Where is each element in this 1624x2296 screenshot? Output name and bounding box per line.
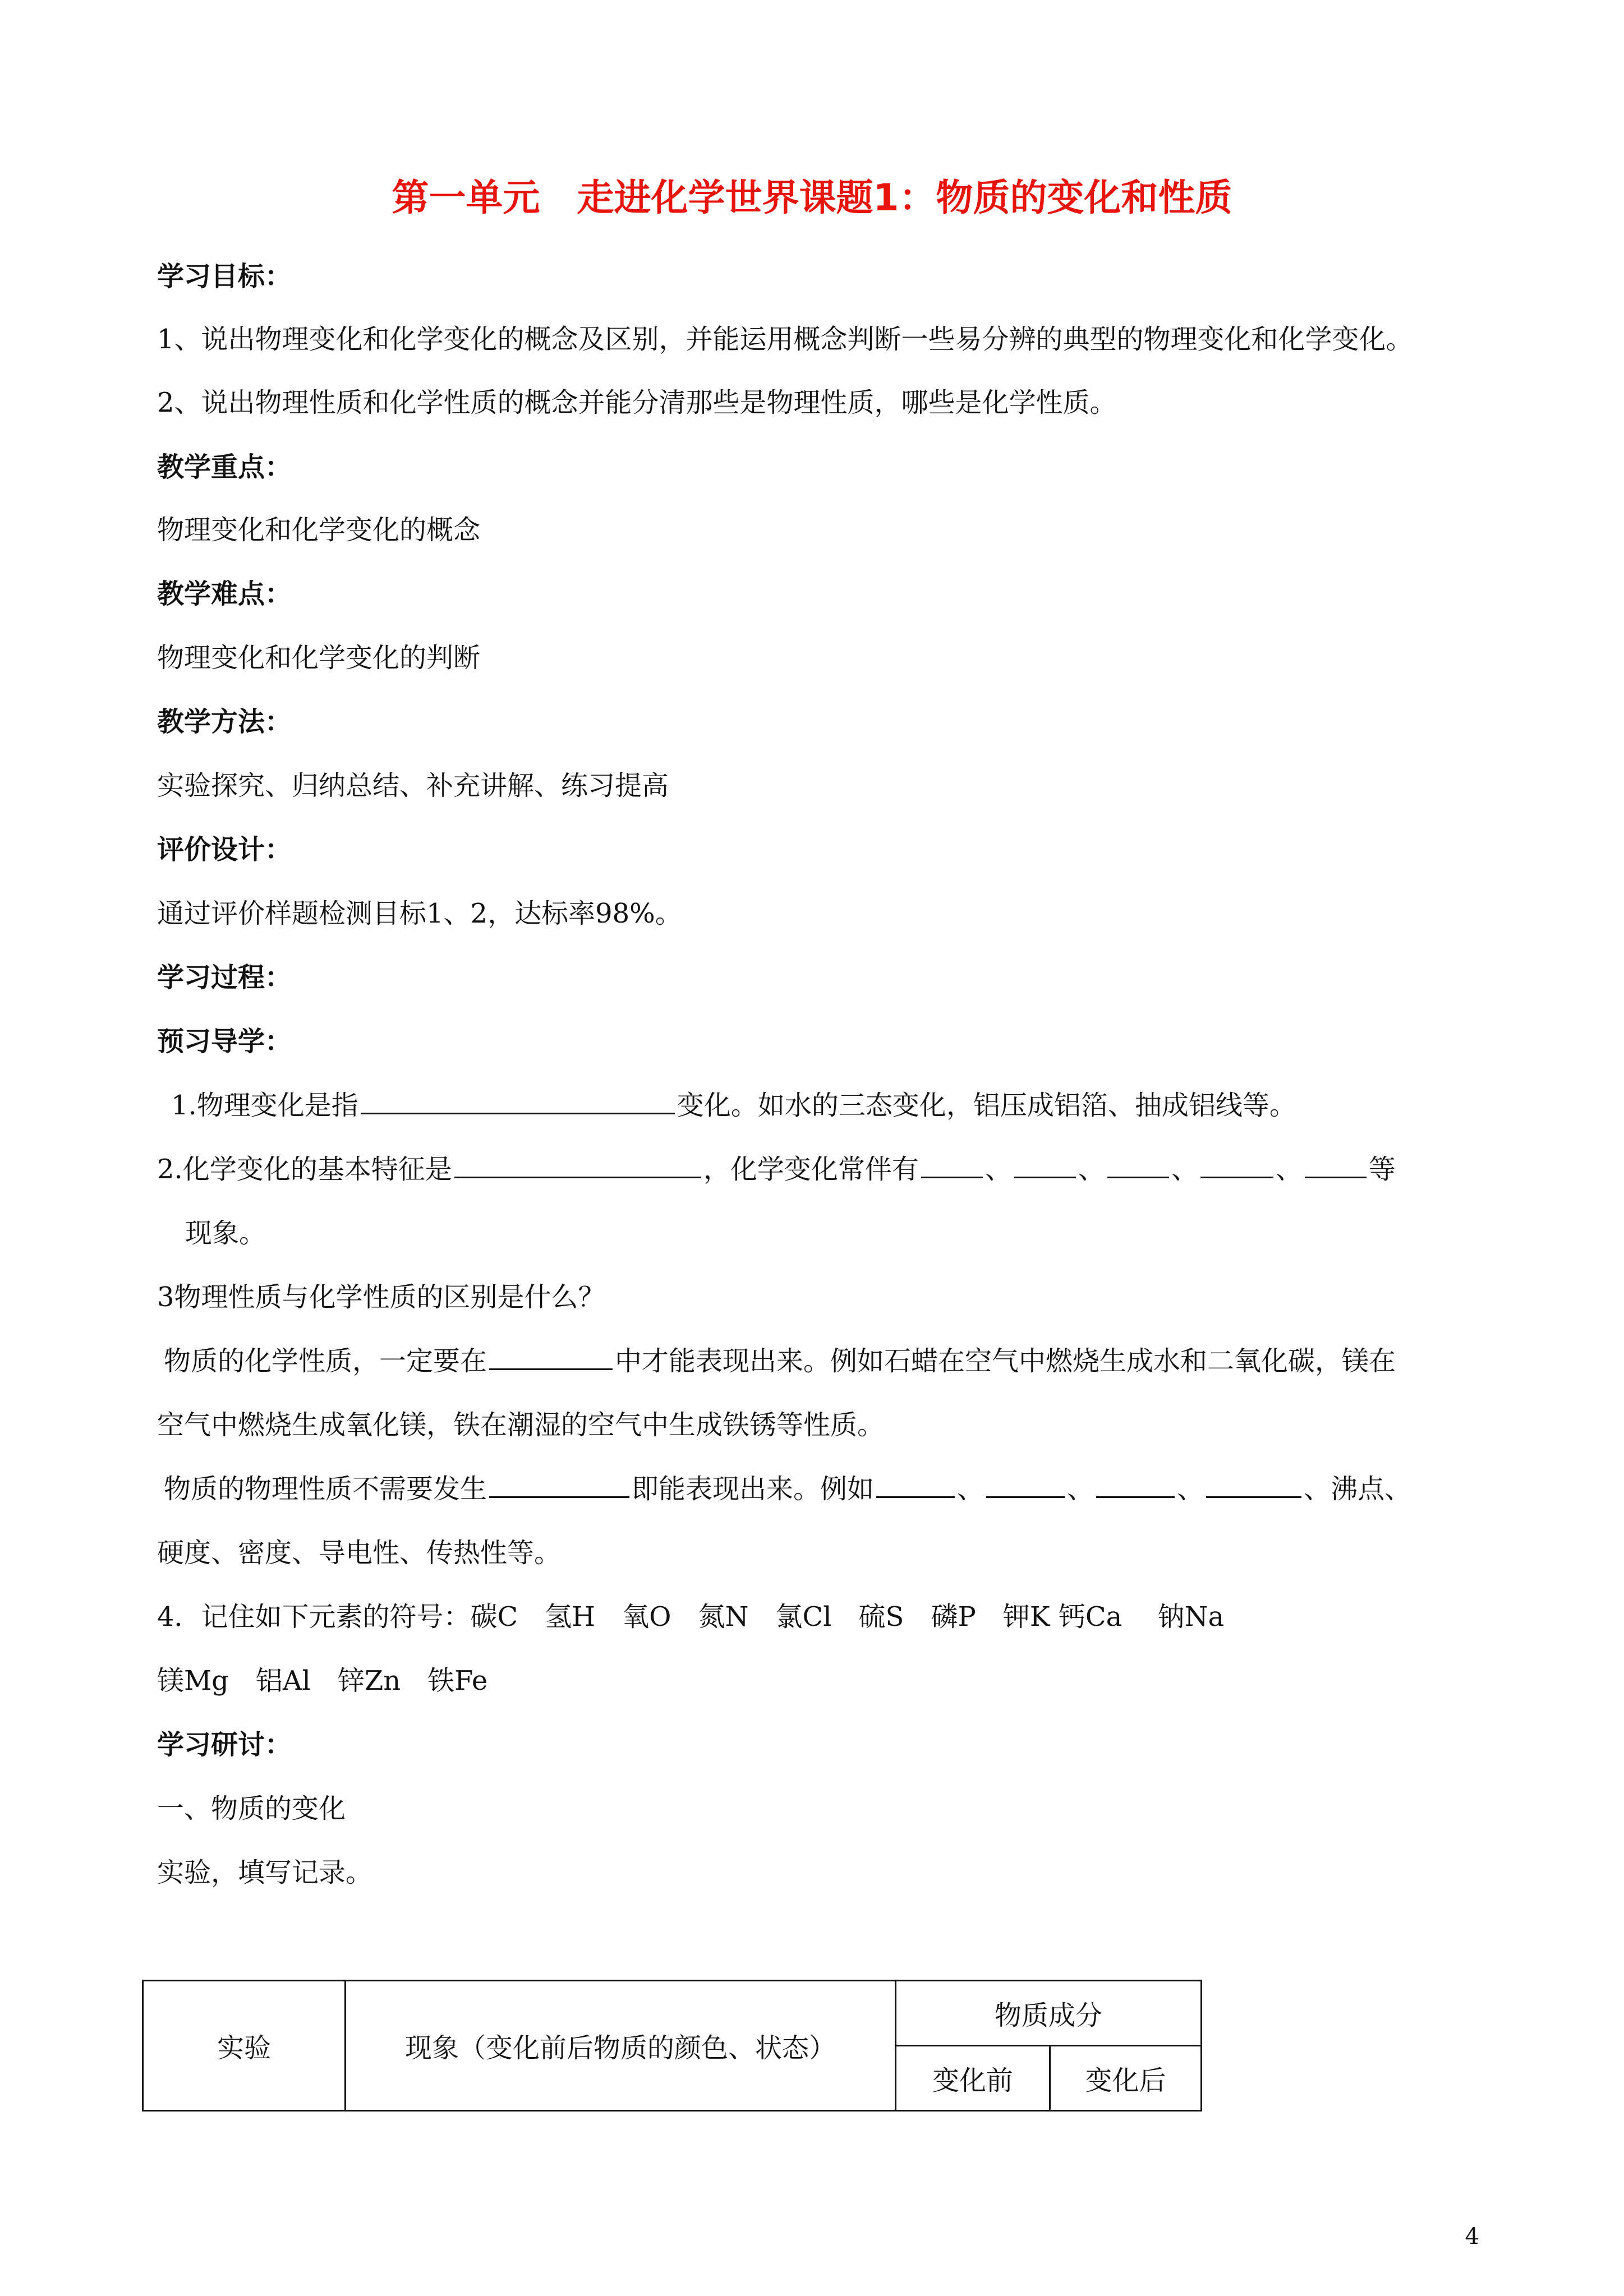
key-point-heading: 教学重点：	[157, 451, 292, 483]
element-symbols-line1: 4．记住如下元素的符号：碳C 氢H 氧O 氮N 氯Cl 硫S 磷P 钾K 钙Ca 钠Na	[157, 1601, 1225, 1633]
phys-blank-2[interactable]	[986, 1472, 1065, 1498]
chemical-property-line2: 空气中燃烧生成氧化镁，铁在潮湿的空气中生成铁锈等性质。	[157, 1409, 885, 1441]
q2-separator: 、	[984, 1154, 1012, 1185]
chem-blank[interactable]	[489, 1344, 613, 1370]
process-heading: 学习过程：	[157, 962, 292, 993]
q2-blank-1[interactable]	[921, 1152, 983, 1178]
preview-question-2-line2: 现象。	[185, 1218, 266, 1249]
q2-separator: 、	[1171, 1154, 1198, 1185]
preview-question-3: 3物理性质与化学性质的区别是什么？	[157, 1281, 605, 1313]
q2-blank-feature[interactable]	[454, 1152, 701, 1178]
phys-blank-3[interactable]	[1096, 1472, 1175, 1498]
q2-blank-2[interactable]	[1014, 1152, 1076, 1178]
method-text: 实验探究、归纳总结、补充讲解、练习提高	[157, 770, 669, 801]
q1-prefix: 1.物理变化是指	[171, 1090, 358, 1121]
goal-item-1: 1、说出物理变化和化学变化的概念及区别，并能运用概念判断一些易分辨的典型的物理变化和化学变化。	[157, 324, 1413, 355]
preview-question-2	[157, 1151, 1489, 1188]
phys-blank-change[interactable]	[489, 1472, 629, 1498]
q2-blank-4[interactable]	[1200, 1152, 1273, 1178]
discussion-heading: 学习研讨：	[157, 1729, 292, 1760]
q1-blank[interactable]	[361, 1088, 675, 1114]
goals-heading: 学习目标：	[157, 261, 292, 292]
physical-property-line2: 硬度、密度、导电性、传热性等。	[157, 1537, 562, 1569]
page-number: 4	[1465, 2224, 1479, 2249]
goal-item-2: 2、说出物理性质和化学性质的概念并能分清那些是物理性质，哪些是化学性质。	[157, 387, 1117, 418]
header-composition: 物质成分	[896, 1981, 1202, 2046]
discussion-section: 一、物质的变化	[157, 1793, 346, 1824]
phys-blank-4[interactable]	[1206, 1472, 1301, 1498]
q2-blank-5[interactable]	[1305, 1152, 1367, 1178]
q2-prefix: 2.化学变化的基本特征是	[157, 1154, 452, 1185]
chem-prefix: 物质的化学性质，一定要在	[164, 1345, 487, 1377]
header-after: 变化后	[1050, 2046, 1202, 2111]
chem-suffix: 中才能表现出来。例如石蜡在空气中燃烧生成水和二氧化碳，镁在	[615, 1345, 1396, 1377]
preview-heading: 预习导学：	[157, 1026, 292, 1057]
difficulty-heading: 教学难点：	[157, 578, 292, 610]
preview-question-1	[171, 1087, 1489, 1124]
header-phenomenon: 现象（变化前后物质的颜色、状态）	[346, 1981, 896, 2111]
q2-separator: 、	[1078, 1154, 1105, 1185]
evaluation-heading: 评价设计：	[157, 834, 292, 865]
phys-suffix: 、沸点、	[1304, 1473, 1412, 1505]
method-heading: 教学方法：	[157, 706, 292, 737]
evaluation-text: 通过评价样题检测目标1、2，达标率98%。	[157, 898, 682, 929]
q2-blank-3[interactable]	[1107, 1152, 1169, 1178]
q2-end: 等	[1368, 1154, 1396, 1185]
header-before: 变化前	[896, 2046, 1050, 2111]
physical-property-text	[164, 1470, 1489, 1507]
q1-suffix: 变化。如水的三态变化，铝压成铝箔、抽成铝线等。	[677, 1090, 1296, 1121]
phys-separator: 、	[1177, 1473, 1204, 1505]
key-point-text: 物理变化和化学变化的概念	[157, 514, 481, 546]
chemical-property-text	[164, 1343, 1489, 1380]
header-experiment: 实验	[143, 1981, 346, 2111]
phys-blank-1[interactable]	[876, 1472, 955, 1498]
difficulty-text: 物理变化和化学变化的判断	[157, 642, 481, 674]
phys-prefix: 物质的物理性质不需要发生	[164, 1473, 487, 1505]
experiment-table	[142, 1980, 1202, 2111]
discussion-instruction: 实验，填写记录。	[157, 1857, 373, 1888]
q2-separator: 、	[1275, 1154, 1303, 1185]
q2-middle: ，化学变化常伴有	[703, 1154, 919, 1185]
element-symbols-line2: 镁Mg 铝Al 锌Zn 铁Fe	[157, 1665, 488, 1696]
phys-separator: 、	[957, 1473, 984, 1505]
phys-separator: 、	[1067, 1473, 1094, 1505]
document-title: 第一单元 走进化学世界课题1：物质的变化和性质	[392, 176, 1232, 219]
phys-middle: 即能表现出来。例如	[632, 1473, 875, 1505]
